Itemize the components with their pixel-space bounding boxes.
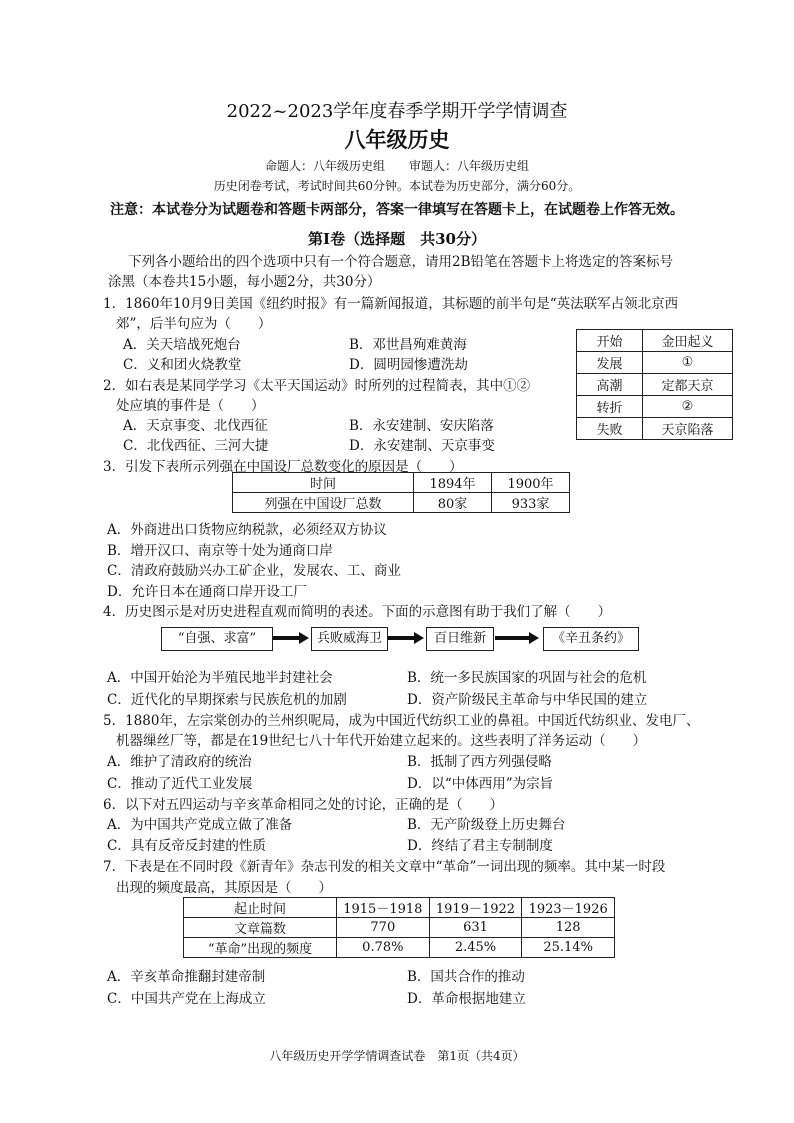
section-title: 第Ⅰ卷（选择题 共30分） — [308, 230, 486, 248]
q1-option-b: B．邓世昌殉难黄海 — [349, 337, 467, 353]
q7-table-cell: 128 — [522, 918, 615, 938]
flow-arrow-icon — [388, 632, 424, 644]
flow-box-weihaiwei: 兵败威海卫 — [311, 627, 388, 651]
taiping-process-table — [576, 329, 733, 440]
q7-option-d: D．革命根据地建立 — [407, 991, 526, 1007]
q7-table-cell: 770 — [337, 918, 430, 938]
side-table-cell: 定都天京 — [643, 374, 733, 396]
q3-table-cell: 1894年 — [414, 473, 492, 493]
q5-option-b: B．抵制了西方列强侵略 — [407, 754, 552, 770]
q2-option-a: A．天京事变、北伐西征 — [123, 418, 268, 434]
side-table-cell: 转折 — [577, 396, 643, 418]
q7-table-cell: 1915－1918 — [337, 898, 430, 918]
flow-box-boxer-protocol: 《辛丑条约》 — [543, 627, 639, 651]
q2-option-d: D．永安建制、天京事变 — [349, 438, 495, 454]
q4-option-a: A．中国开始沦为半殖民地半封建社会 — [107, 670, 333, 686]
q3-option-c: C．清政府鼓励兴办工矿企业，发展农、工、商业 — [107, 563, 401, 579]
q7-table-cell: 1923－1926 — [522, 898, 615, 918]
q2-option-b: B．永安建制、安庆陷落 — [349, 418, 494, 434]
q1-stem-line1: 1．1860年10月9日美国《纽约时报》有一篇新闻报道，其标题的前半句是“英法联军占领北京西 — [103, 296, 679, 312]
q3-table-cell: 80家 — [414, 493, 492, 513]
exam-subject: 八年级历史 — [344, 127, 450, 152]
q7-table-cell: 631 — [429, 918, 522, 938]
side-table-cell: 天京陷落 — [643, 418, 733, 440]
q4-option-b: B．统一多民族国家的巩固与社会的危机 — [407, 670, 647, 686]
flow-box-self-strengthening: “自强、求富” — [161, 627, 273, 651]
q5-option-a: A．维护了清政府的统治 — [107, 754, 252, 770]
q7-table-cell: 25.14% — [522, 938, 615, 958]
q3-option-b: B．增开汉口、南京等十处为通商口岸 — [107, 543, 333, 559]
side-table-cell: 发展 — [577, 352, 643, 374]
side-table-cell: 金田起义 — [643, 330, 733, 352]
q4-stem-line1: 4．历史图示是对历史进程直观而简明的表述。下面的示意图有助于我们了解（ ） — [103, 604, 612, 620]
q6-option-c: C．具有反帝反封建的性质 — [107, 838, 266, 854]
exam-info: 历史闭卷考试，考试时间共60分钟。本试卷为历史部分，满分60分。 — [213, 179, 581, 193]
side-table-cell: ① — [643, 352, 733, 374]
q1-option-a: A．关天培战死炮台 — [123, 337, 241, 353]
q2-option-c: C．北伐西征、三河大捷 — [123, 438, 269, 454]
q5-option-c: C．推动了近代工业发展 — [107, 776, 253, 792]
q6-stem-line1: 6．以下对五四运动与辛亥革命相同之处的讨论，正确的是（ ） — [103, 797, 504, 813]
flow-box-hundred-days: 百日维新 — [426, 627, 494, 651]
q6-option-a: A．为中国共产党成立做了准备 — [107, 817, 293, 833]
flow-arrow-icon — [273, 632, 309, 644]
q4-option-c: C．近代化的早期探索与民族危机的加剧 — [107, 692, 347, 708]
side-table-cell: 失败 — [577, 418, 643, 440]
q5-option-d: D．以“中体西用”为宗旨 — [407, 776, 554, 792]
side-table-cell: 高潮 — [577, 374, 643, 396]
q1-option-d: D．圆明园惨遭洗劫 — [349, 357, 468, 373]
q7-table-cell: 起止时间 — [184, 898, 337, 918]
q3-table-cell: 时间 — [233, 473, 414, 493]
exam-notice: 注意：本试卷分为试题卷和答题卡两部分，答案一律填写在答题卡上，在试题卷上作答无效。 — [110, 202, 684, 218]
q2-stem-line2: 处应填的事件是（ ） — [116, 398, 265, 414]
q3-option-a: A．外商进出口货物应纳税款，必须经双方协议 — [107, 522, 387, 538]
q3-table-cell: 933家 — [492, 493, 570, 513]
exam-title: 2022~2023学年度春季学期开学学情调查 — [226, 101, 568, 122]
exam-authors: 命题人：八年级历史组 审题人：八年级历史组 — [264, 159, 529, 173]
q2-stem-line1: 2．如右表是某同学学习《太平天国运动》时所列的过程简表，其中①② — [103, 378, 531, 394]
q7-table-cell: 0.78% — [337, 938, 430, 958]
q5-stem-line1: 5．1880年，左宗棠创办的兰州织呢局，成为中国近代纺织工业的鼻祖。中国近代纺织业、发电厂、 — [103, 713, 700, 729]
q3-factory-table — [232, 472, 570, 513]
q7-table-cell: “革命”出现的频度 — [184, 938, 337, 958]
q3-stem-line1: 3．引发下表所示列强在中国设厂总数变化的原因是（ ） — [103, 459, 463, 475]
q7-stem-line2: 出现的频度最高，其原因是（ ） — [116, 880, 332, 896]
section-instruction-1: 下列各小题给出的四个选项中只有一个符合题意，请用2B铅笔在答题卡上将选定的答案标号 — [128, 254, 674, 270]
q4-option-d: D．资产阶级民主革命与中华民国的建立 — [407, 692, 648, 708]
q7-option-c: C．中国共产党在上海成立 — [107, 991, 266, 1007]
flow-arrow-icon — [495, 632, 539, 644]
side-table-cell: 开始 — [577, 330, 643, 352]
q3-option-d: D．允许日本在通商口岸开设工厂 — [107, 584, 307, 600]
q6-option-d: D．终结了君主专制制度 — [407, 838, 553, 854]
q7-table-cell: 2.45% — [429, 938, 522, 958]
q1-option-c: C．义和团火烧教堂 — [123, 357, 242, 373]
q7-stem-line1: 7．下表是在不同时段《新青年》杂志刊发的相关文章中“革命”一词出现的频率。其中某一时段 — [103, 859, 666, 875]
q7-option-a: A．辛亥革命推翻封建帝制 — [107, 969, 266, 985]
q7-table-cell: 文章篇数 — [184, 918, 337, 938]
section-instruction-2: 涂黑（本卷共15小题，每小题2分，共30分） — [108, 274, 381, 290]
q7-option-b: B．国共合作的推动 — [407, 969, 525, 985]
q1-stem-line2: 郊”，后半句应为（ ） — [116, 316, 272, 332]
q3-table-cell: 列强在中国设厂总数 — [233, 493, 414, 513]
q7-revolution-frequency-table — [183, 897, 615, 958]
q7-table-cell: 1919－1922 — [429, 898, 522, 918]
q5-stem-line2: 机器缫丝厂等，都是在19世纪七八十年代开始建立起来的。这些表明了洋务运动（ ） — [116, 733, 647, 749]
page-footer: 八年级历史开学学情调查试卷 第1页（共4页） — [269, 1049, 525, 1063]
q3-table-cell: 1900年 — [492, 473, 570, 493]
side-table-cell: ② — [643, 396, 733, 418]
q6-option-b: B．无产阶级登上历史舞台 — [407, 817, 566, 833]
